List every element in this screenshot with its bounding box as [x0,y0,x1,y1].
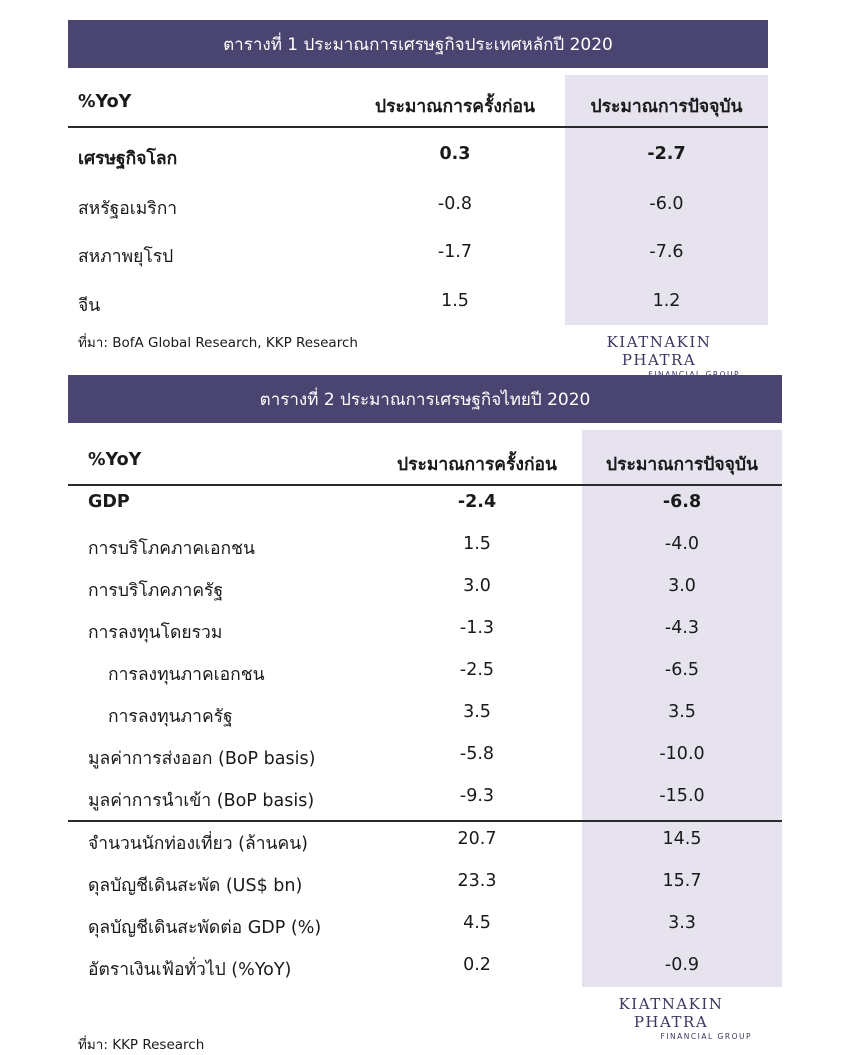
table2-row-curr: -10.0 [659,744,705,764]
table2-row-prev: 3.5 [463,702,491,722]
table1-row-prev: -0.8 [437,194,473,214]
table2-row-prev: -2.4 [457,492,497,512]
table1-row-prev: 0.3 [439,144,471,164]
table1-source: ที่มา: BofA Global Research, KKP Research [78,335,358,351]
table2-row-curr: 15.7 [662,871,702,891]
table2-row-prev: 3.0 [463,576,491,596]
table1-row-curr: -7.6 [649,242,684,262]
table2-col-previous: ประมาณการครั้งก่อน [396,455,558,475]
table1-row-label: จีน [78,296,101,316]
table2-row-curr: 3.0 [668,576,696,596]
table2-row-curr: 3.3 [668,913,696,933]
table2-title: ตารางที่ 2 ประมาณการเศรษฐกิจไทยปี 2020 [259,389,591,410]
table2-row-label: ดุลบัญชีเดินสะพัด (US$ bn) [88,876,303,896]
kkp-logo [590,995,752,1041]
table2-row-prev: 0.2 [463,955,491,975]
logo-line1: KIATNAKIN PHATRA [618,995,724,1031]
table2-row-label: อัตราเงินเฟ้อทั่วไป (%YoY) [88,960,292,980]
table1-row-curr: -2.7 [647,144,686,164]
table2-row-curr: -15.0 [659,786,705,806]
table1-col-current: ประมาณการปัจจุบัน [590,97,743,117]
table2-row-label: การบริโภคภาครัฐ [88,581,224,601]
table1-row-prev: -1.7 [437,242,473,262]
table1-row-label: เศรษฐกิจโลก [78,149,178,169]
table2-section-rule [68,820,782,822]
table1-row-curr: 1.2 [652,291,681,311]
table1-col-yoy: %YoY [78,92,132,112]
table1-header-rule [68,126,768,128]
table2-row-label: การลงทุนภาคเอกชน [108,665,265,685]
table2-row-curr: -4.0 [664,534,700,554]
table1-title-bar [68,20,768,68]
table1-row-curr: -6.0 [649,194,684,214]
table2-row-prev: -5.8 [459,744,495,764]
table2-row-label: จำนวนนักท่องเที่ยว (ล้านคน) [88,834,308,854]
kkp-logo [578,333,740,379]
table2-row-prev: 4.5 [463,913,491,933]
table2-source: ที่มา: KKP Research [78,1037,205,1053]
table1-col-previous: ประมาณการครั้งก่อน [374,97,536,117]
table2-row-prev: -9.3 [459,786,495,806]
table2-row-prev: -2.5 [459,660,495,680]
table2-row-label: มูลค่าการนำเข้า (BoP basis) [88,791,315,811]
table2-row-label: GDP [88,492,130,512]
table2-row-label: การลงทุนภาครัฐ [108,707,233,727]
table2-row-label: ดุลบัญชีเดินสะพัดต่อ GDP (%) [88,918,322,938]
table2-header-rule [68,484,782,486]
table2-row-prev: 23.3 [457,871,497,891]
table2-row-label: การลงทุนโดยรวม [88,623,223,643]
table2-row-prev: 1.5 [463,534,491,554]
table2-row-label: มูลค่าการส่งออก (BoP basis) [88,749,316,769]
table1-row-label: สหภาพยุโรป [78,247,174,267]
table2-row-prev: 20.7 [457,829,497,849]
logo-line2: FINANCIAL GROUP [660,1032,752,1041]
table2-row-curr: -0.9 [664,955,700,975]
table2-title-bar [68,375,782,423]
table2-row-curr: -6.5 [664,660,700,680]
table2-row-label: การบริโภคภาคเอกชน [88,539,255,559]
table2-row-curr: 3.5 [668,702,696,722]
table2-row-curr: -6.8 [662,492,702,512]
table1-row-label: สหรัฐอเมริกา [78,199,178,219]
table2-col-current: ประมาณการปัจจุบัน [605,455,758,475]
table1-row-prev: 1.5 [441,291,469,311]
table2-row-curr: 14.5 [662,829,702,849]
logo-line1: KIATNAKIN PHATRA [606,333,712,369]
table2-col-yoy: %YoY [88,450,142,470]
table2-row-prev: -1.3 [459,618,495,638]
table1-title: ตารางที่ 1 ประมาณการเศรษฐกิจประเทศหลักปี 2020 [223,34,613,55]
table2-row-curr: -4.3 [664,618,700,638]
